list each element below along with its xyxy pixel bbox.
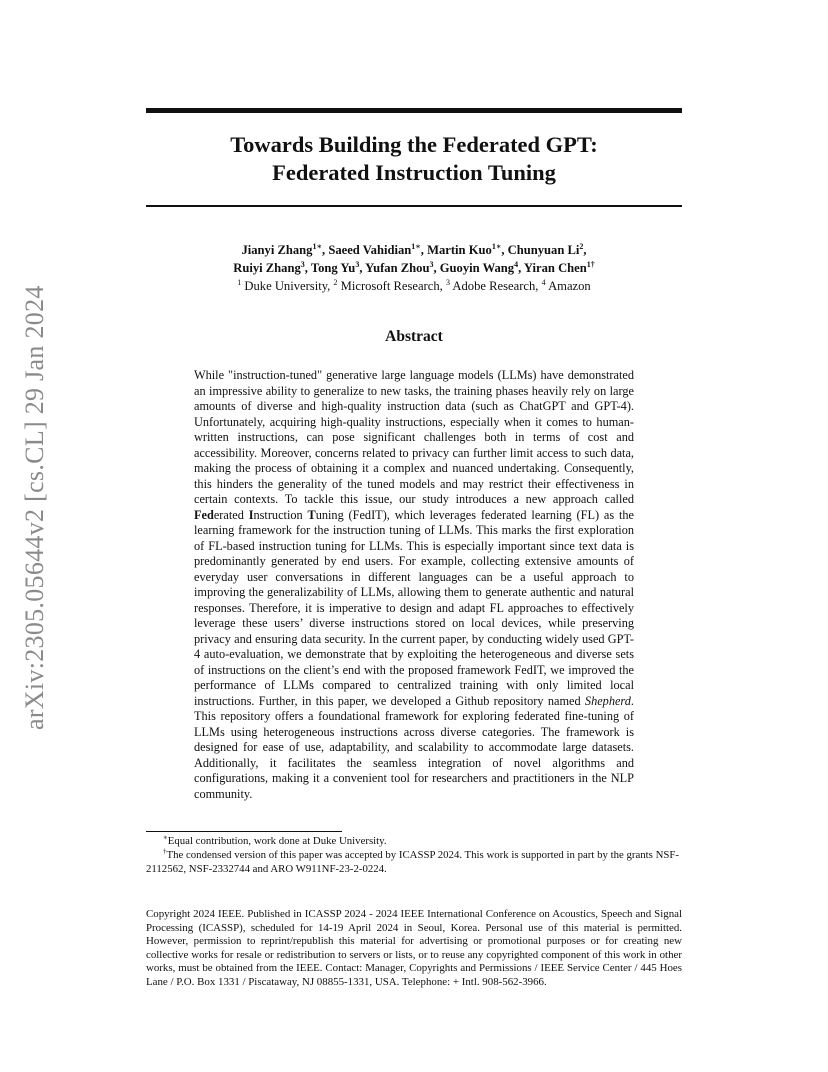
abstract-text: While "instruction-tuned" generative large language models (LLMs) have demonstrated an impressive ability to generalize to new tasks, the training phases heavily rely on large amounts of diverse and high-quality instruction data (such as ChatGPT and GPT-4). Unfortunately, acquiring high-quality instructions, especially when it comes to human-written instructions, can pose significant challenges both in terms of cost and accessibility. Moreover, concerns related to privacy can further limit access to such data, making the process of obtaining it a complex and nuanced undertaking. Consequently, this hinders the generality of the tuned models and may restrict their effectiveness in certain contexts. To tackle this issue, our study introduces a new approach called — [194, 368, 634, 506]
author-mark: 4 — [514, 259, 519, 269]
footnote-text: The condensed version of this paper was accepted by ICASSP 2024. This work is supported in part by the grants NSF-2112562, NSF-2332744 and ARO W911NF-23-2-0224. — [146, 849, 679, 875]
title-line-2: Federated Instruction Tuning — [272, 160, 556, 185]
author-mark: 1† — [586, 259, 595, 269]
author-name: Jianyi Zhang — [241, 243, 313, 257]
footnote-equal-contribution — [146, 834, 682, 848]
footnote-text: Equal contribution, work done at Duke University. — [167, 835, 387, 847]
author-name: Chunyuan Li — [507, 243, 580, 257]
abstract-text: . This repository offers a foundational framework for exploring federated fine-tuning of LLMs using heterogeneous instructions across diverse categories. The framework is designed for ease of use, adaptability, and scalability to accommodate large datasets. Additionally, it facilitates the seamless integration of novel algorithms and configurations, making it a convenient tool for researchers and practitioners in the NLP community. — [194, 693, 634, 801]
author-mark: 2 — [579, 241, 584, 251]
abstract-heading: Abstract — [385, 328, 443, 345]
paper-title — [146, 131, 682, 187]
author-mark: 3 — [429, 259, 434, 269]
affiliation: Duke University, — [244, 279, 331, 293]
abstract-text: erated — [213, 507, 249, 522]
affiliation-mark: 4 — [541, 277, 546, 287]
abstract-text: nstruction — [253, 507, 308, 522]
footnote-rule — [146, 831, 342, 832]
copyright-notice: Copyright 2024 IEEE. Published in ICASSP 2024 - 2024 IEEE International Conference on Acoustics, Speech and Signal Processing (ICASSP), scheduled for 14-19 April 2024 in Seoul, Korea. Personal use of this material is permitted. However, permission to reprint/republish this material for advertising or promotional purposes or for creating new collective works for resale or redistribution to servers or lists, or to reuse any copyrighted component of this work in other works, must be obtained from the IEEE. Contact: Manager, Copyrights and Permissions / IEEE Service Center / 445 Hoes Lane / P.O. Box 1331 / Piscataway, NJ 08855-1331, USA. Telephone: + Intl. 908-562-3966. — [146, 908, 682, 988]
author-name: Tong Yu — [310, 261, 356, 275]
affiliation: Amazon — [548, 279, 591, 293]
acronym-letters: I — [248, 507, 254, 522]
author-mark: 1∗ — [411, 241, 421, 251]
abstract-paragraph — [194, 368, 634, 802]
affiliation-mark: 1 — [237, 277, 242, 287]
author-mark: 1∗ — [312, 241, 323, 251]
footnote-mark: ∗ — [163, 833, 168, 842]
affiliations-line — [146, 277, 682, 295]
author-mark: 3 — [355, 259, 360, 269]
author-name: Yiran Chen — [523, 261, 587, 275]
author-name: Martin Kuo — [427, 243, 492, 257]
repository-name: Shepherd — [584, 693, 631, 708]
acronym-letters: Fed — [194, 507, 214, 522]
author-name: Ruiyi Zhang — [233, 261, 301, 275]
acronym-letters: T — [307, 507, 316, 522]
affiliation-mark: 3 — [445, 277, 450, 287]
author-line-1: Jianyi Zhang$^{1∗}$, Saeed Vahidian$^{1∗}$, Martin Kuo$^{1∗}$, Chunyuan Li$^2$, — [241, 241, 587, 257]
footnote-condensed-version — [146, 848, 682, 876]
author-name: Guoyin Wang — [439, 261, 515, 275]
title-bottom-rule — [146, 205, 682, 207]
abstract-text: uning (FedIT), which leverages federated learning (FL) as the learning framework for the instruction tuning of LLMs. This marks the first exploration of FL-based instruction tuning for LLMs. This is especially important since text data is predominantly generated by end users. For example, collecting extensive amounts of everyday user conversations in different languages can be a useful approach to improving the generalizability of LLMs, allowing them to generate authentic and natural responses. Therefore, it is imperative to design and adapt FL approaches to effectively leverage these users’ diverse instructions stored on local devices, while preserving privacy and ensuring data security. In the current paper, by conducting widely used GPT-4 auto-evaluation, we demonstrate that by exploiting the heterogeneous and diverse sets of instructions on the client’s end with the proposed framework FedIT, we improved the performance of LLMs compared to centralized training with only limited local instructions. Further, in this paper, we developed a Github repository named — [194, 507, 634, 708]
arxiv-identifier-stamp: arXiv:2305.05644v2 [cs.CL] 29 Jan 2024 — [20, 285, 49, 730]
affiliation-mark: 2 — [333, 277, 338, 287]
author-mark: 3 — [300, 259, 305, 269]
affiliation: Adobe Research, — [452, 279, 539, 293]
title-top-rule — [146, 108, 682, 113]
author-name: Yufan Zhou — [365, 261, 430, 275]
author-line-2: Ruiyi Zhang$^3$, Tong Yu$^3$, Yufan Zhou$^3$, Guoyin Wang$^4$, Yiran Chen$^{1\dagger}$ — [233, 259, 595, 275]
abstract-body — [194, 368, 634, 802]
author-block — [146, 241, 682, 295]
author-mark: 1∗ — [491, 241, 502, 251]
affiliation: Microsoft Research, — [340, 279, 443, 293]
title-line-1: Towards Building the Federated GPT: — [230, 132, 598, 157]
footnote-mark: † — [163, 847, 167, 856]
footnotes — [146, 834, 682, 876]
author-name: Saeed Vahidian — [328, 243, 412, 257]
